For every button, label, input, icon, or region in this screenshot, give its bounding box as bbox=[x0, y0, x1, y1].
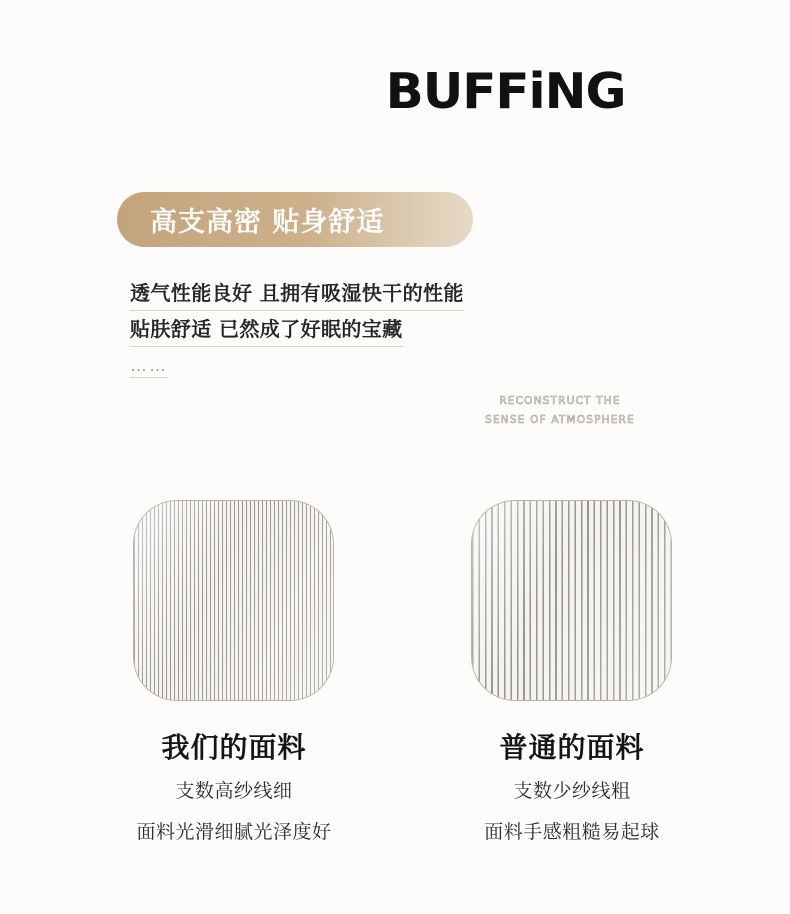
ordinary-fabric-sub-1: 支数少纱线粗 bbox=[513, 780, 631, 802]
our-fabric-swatch bbox=[133, 500, 334, 701]
our-fabric-caption bbox=[84, 730, 384, 848]
ordinary-fabric-sub-2: 面料手感粗糙易起球 bbox=[484, 821, 660, 843]
coarse-weave-pattern bbox=[472, 501, 671, 700]
ordinary-fabric-swatch bbox=[471, 500, 672, 701]
headline-text: 高支高密 贴身舒适 bbox=[150, 207, 385, 238]
our-fabric-sub-2: 面料光滑细腻光泽度好 bbox=[136, 821, 332, 843]
brand-logo bbox=[385, 62, 668, 120]
ordinary-fabric-title: 普通的面料 bbox=[499, 731, 645, 764]
decorative-line-1: RECONSTRUCT THE bbox=[499, 395, 621, 407]
our-fabric-title: 我们的面料 bbox=[161, 731, 307, 764]
description-line-2: 贴肤舒适 已然成了好眠的宝藏 bbox=[130, 314, 403, 347]
description-block bbox=[130, 278, 650, 378]
description-ellipsis: …… bbox=[130, 356, 168, 378]
fine-weave-pattern bbox=[134, 501, 333, 700]
decorative-english-text bbox=[470, 392, 650, 430]
headline-pill bbox=[117, 192, 473, 247]
description-line-1: 透气性能良好 且拥有吸湿快干的性能 bbox=[130, 278, 464, 311]
decorative-line-2: SENSE OF ATMOSPHERE bbox=[485, 414, 635, 426]
ordinary-fabric-caption bbox=[422, 730, 722, 848]
brand-logo-text: BUFFiNG bbox=[385, 62, 626, 120]
our-fabric-sub-1: 支数高纱线细 bbox=[175, 780, 293, 802]
